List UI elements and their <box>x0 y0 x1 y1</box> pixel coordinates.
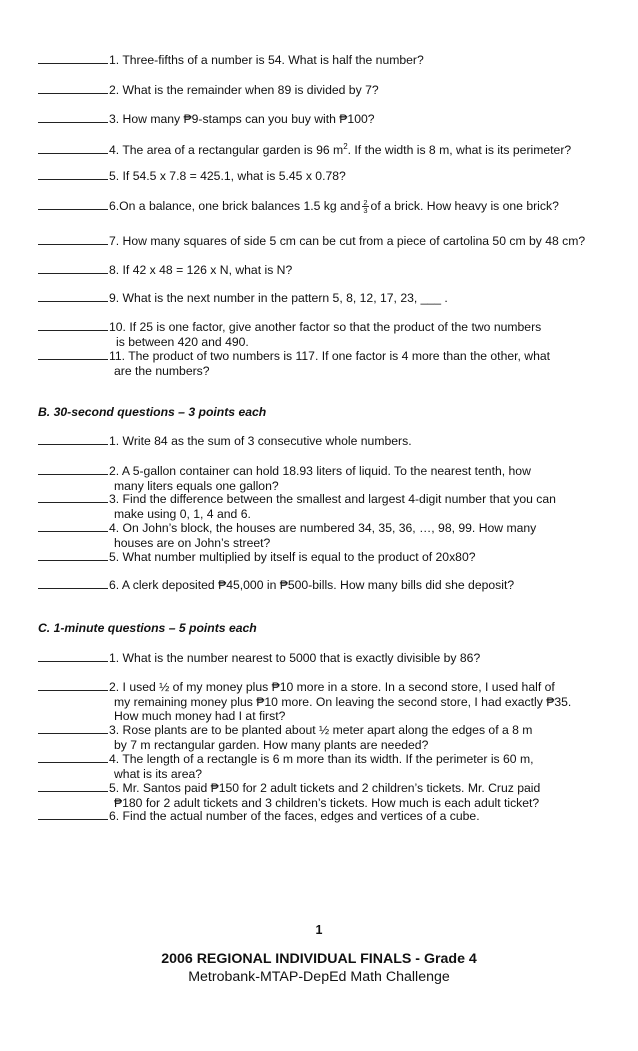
question-a8: 8. If 42 x 48 = 126 x N, what is N? <box>38 262 292 278</box>
fraction: $\frac{2}{3}$ <box>363 198 368 216</box>
answer-blank[interactable] <box>38 549 108 561</box>
answer-blank[interactable] <box>38 142 108 154</box>
question-a9: 9. What is the next number in the pattern 5, 8, 12, 17, 23, ___ . <box>38 290 448 306</box>
answer-blank[interactable] <box>38 751 108 763</box>
answer-blank[interactable] <box>38 262 108 274</box>
question-b1: 1. Write 84 as the sum of 3 consecutive whole numbers. <box>38 433 412 449</box>
answer-blank[interactable] <box>38 679 108 691</box>
question-a3: 3. How many ₱9-stamps can you buy with ₱100? <box>38 111 375 127</box>
answer-blank[interactable] <box>38 290 108 302</box>
question-b5: 5. What number multiplied by itself is equal to the product of 20x80? <box>38 549 476 565</box>
question-a2: 2. What is the remainder when 89 is divided by 7? <box>38 82 379 98</box>
question-a1: 1. Three-fifths of a number is 54. What is half the number? <box>38 52 424 68</box>
question-c6: 6. Find the actual number of the faces, edges and vertices of a cube. <box>38 808 480 824</box>
question-a6: 6.On a balance, one brick balances 1.5 kg and $\frac{2}{3}$ of a brick. How heavy is one brick? <box>38 198 559 214</box>
answer-blank[interactable] <box>38 780 108 792</box>
footer-title: 2006 REGIONAL INDIVIDUAL FINALS - Grade 4 <box>161 951 477 967</box>
page-number: 1 <box>315 923 323 937</box>
question-a5: 5. If 54.5 x 7.8 = 425.1, what is 5.45 x 0.78? <box>38 168 346 184</box>
answer-blank[interactable] <box>38 82 108 94</box>
footer-subtitle: Metrobank-MTAP-DepEd Math Challenge <box>188 969 450 985</box>
question-a4: 4. The area of a rectangular garden is 96 $m^2$. If the width is 8 m, what is its perimeter? <box>38 140 571 158</box>
answer-blank[interactable] <box>38 319 108 331</box>
answer-blank[interactable] <box>38 52 108 64</box>
question-c3: 3. Rose plants are to be planted about ½ meter apart along the edges of a 8 m by 7 m rectangular garden. How many plants are needed? <box>38 722 532 752</box>
answer-blank[interactable] <box>38 198 108 210</box>
section-b-heading: B. 30-second questions – 3 points each <box>38 405 267 419</box>
question-c4: 4. The length of a rectangle is 6 m more than its width. If the perimeter is 60 m, what is its area? <box>38 751 534 781</box>
section-c-heading: C. 1-minute questions – 5 points each <box>38 621 257 635</box>
superscript: 2 <box>343 142 348 151</box>
question-b6: 6. A clerk deposited ₱45,000 in ₱500-bills. How many bills did she deposit? <box>38 577 514 593</box>
answer-blank[interactable] <box>38 433 108 445</box>
question-b2: 2. A 5-gallon container can hold 18.93 liters of liquid. To the nearest tenth, how many liters equals one gallon? <box>38 463 531 493</box>
answer-blank[interactable] <box>38 463 108 475</box>
answer-blank[interactable] <box>38 722 108 734</box>
answer-blank[interactable] <box>38 491 108 503</box>
answer-blank[interactable] <box>38 233 108 245</box>
answer-blank[interactable] <box>38 168 108 180</box>
answer-blank[interactable] <box>38 348 108 360</box>
answer-blank[interactable] <box>38 111 108 123</box>
question-b3: 3. Find the difference between the smallest and largest 4-digit number that you can make using 0, 1, 4 and 6. <box>38 491 556 521</box>
answer-blank[interactable] <box>38 650 108 662</box>
answer-blank[interactable] <box>38 520 108 532</box>
question-c2: 2. I used ½ of my money plus ₱10 more in a store. In a second store, I used half of my remaining money plus ₱10 more. On leaving the second store, I had exactly ₱35. How much money had I at first? <box>38 679 571 724</box>
question-a11: 11. The product of two numbers is 117. If one factor is 4 more than the other, what are the numbers? <box>38 348 550 378</box>
question-c5: 5. Mr. Santos paid ₱150 for 2 adult tickets and 2 children’s tickets. Mr. Cruz paid ₱180 for 2 adult tickets and 3 children’s tickets. How much is each adult ticket? <box>38 780 540 810</box>
answer-blank[interactable] <box>38 577 108 589</box>
answer-blank[interactable] <box>38 808 108 820</box>
question-a10: 10. If 25 is one factor, give another factor so that the product of the two numbers is between 420 and 490. <box>38 319 541 349</box>
question-b4: 4. On John’s block, the houses are numbered 34, 35, 36, …, 98, 99. How many houses are on John’s street? <box>38 520 536 550</box>
question-a7: 7. How many squares of side 5 cm can be cut from a piece of cartolina 50 cm by 48 cm? <box>38 233 585 249</box>
question-c1: 1. What is the number nearest to 5000 that is exactly divisible by 86? <box>38 650 480 666</box>
